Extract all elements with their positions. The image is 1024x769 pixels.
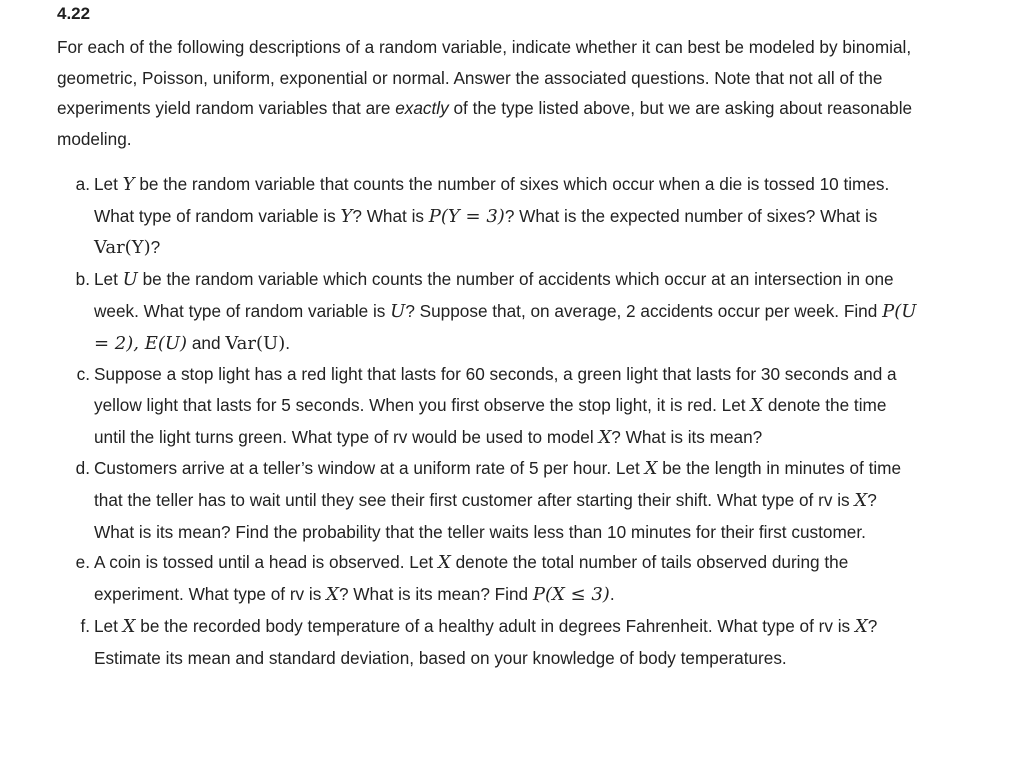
intro-emphasis: exactly	[395, 98, 449, 119]
question-a-marker: a.	[75, 174, 90, 194]
question-f-text: be the recorded body temperature of a healthy adult in degrees Fahrenheit. What type of rv is	[135, 615, 855, 636]
math-variable: U	[122, 269, 138, 291]
question-e-text: ? What is its mean? Find	[338, 584, 533, 605]
intro-text-end: of the type listed above, but we are asking about reasonable modeling.	[57, 98, 913, 149]
math-variable: X	[750, 394, 764, 416]
question-d-text: ? What is its mean? Find the probability that the teller waits less than 10 minutes for their first customer.	[94, 490, 877, 542]
math-variable: X	[598, 426, 612, 448]
question-c-text: Suppose a stop light has a red light that lasts for 60 seconds, a green light that lasts for 30 seconds and a yellow light that lasts for 5 seconds. When you first observe the stop light, it is red. Let	[94, 364, 897, 415]
math-expression: P(Y = 3)	[428, 205, 505, 227]
question-d-text: be the length in minutes of time that the teller has to wait until they see their first customer after starting their shift. What type of rv is	[94, 458, 902, 511]
question-f-marker: f.	[80, 615, 90, 636]
math-variable: U	[390, 300, 406, 322]
question-a-text: be the random variable that counts the number of sixes which occur when a die is tossed 10 times. What type of random variable is	[94, 174, 890, 226]
question-b-text: ? Suppose that, on average, 2 accidents occur per week. Find	[405, 300, 883, 321]
question-e-text: A coin is tossed until a head is observed. Let	[94, 552, 438, 573]
question-d-marker: d.	[75, 458, 90, 479]
question-d-text: Customers arrive at a teller’s window at a uniform rate of 5 per hour. Let	[94, 458, 645, 479]
question-b-marker: b.	[75, 269, 90, 290]
question-b	[57, 264, 917, 359]
question-a-text: Let	[94, 174, 123, 194]
problem-number: 4.22	[57, 4, 91, 23]
math-variable: X	[122, 615, 136, 637]
math-variable: X	[854, 490, 868, 512]
question-a-text: ? What is	[352, 205, 429, 226]
math-variable: Y	[340, 205, 353, 227]
question-e-marker: e.	[75, 552, 90, 573]
question-b-text: and	[187, 332, 226, 353]
math-variable: X	[854, 615, 868, 637]
question-f-text: ? Estimate its mean and standard deviation, based on your knowledge of body temperatures.	[94, 615, 878, 668]
math-expression: P(U = 2), E(U)	[94, 300, 917, 354]
question-b-text: be the random variable which counts the number of accidents which occur at an intersection in one week. What type of random variable is	[94, 269, 894, 321]
intro-text-start: For each of the following descriptions of a random variable, indicate whether it can best be modeled by binomial, geometric, Poisson, uniform, exponential or normal. Answer the associated questions. Note that not all of the experiments yield random variables that are	[57, 37, 912, 119]
math-variable: X	[437, 552, 451, 574]
question-e-text: .	[609, 584, 615, 605]
question-f-text: Let	[94, 615, 123, 636]
question-c-marker: c.	[76, 364, 90, 385]
question-e-text: denote the total number of tails observed during the experiment. What type of rv is	[94, 552, 849, 605]
question-d	[57, 453, 917, 547]
question-b-text: Let	[94, 269, 123, 290]
problem-intro	[57, 32, 917, 154]
question-c	[57, 359, 917, 453]
question-c-text: ? What is its mean?	[611, 426, 763, 447]
question-e	[57, 547, 917, 610]
question-a-text: ?	[150, 237, 161, 258]
question-c-text: denote the time until the light turns green. What type of rv would be used to model	[94, 394, 887, 447]
question-a-text: ? What is the expected number of sixes? What is	[504, 205, 878, 226]
question-b-text: .	[285, 332, 290, 353]
math-variable: Y	[122, 174, 135, 195]
math-expression: Var(U)	[225, 332, 286, 354]
question-list	[57, 169, 917, 673]
question-f	[57, 611, 917, 673]
math-variable: X	[326, 584, 339, 606]
math-variable: X	[644, 458, 658, 480]
math-expression: Var(Y)	[94, 237, 151, 259]
math-expression: P(X ≤ 3)	[532, 584, 610, 606]
question-a	[57, 169, 917, 264]
